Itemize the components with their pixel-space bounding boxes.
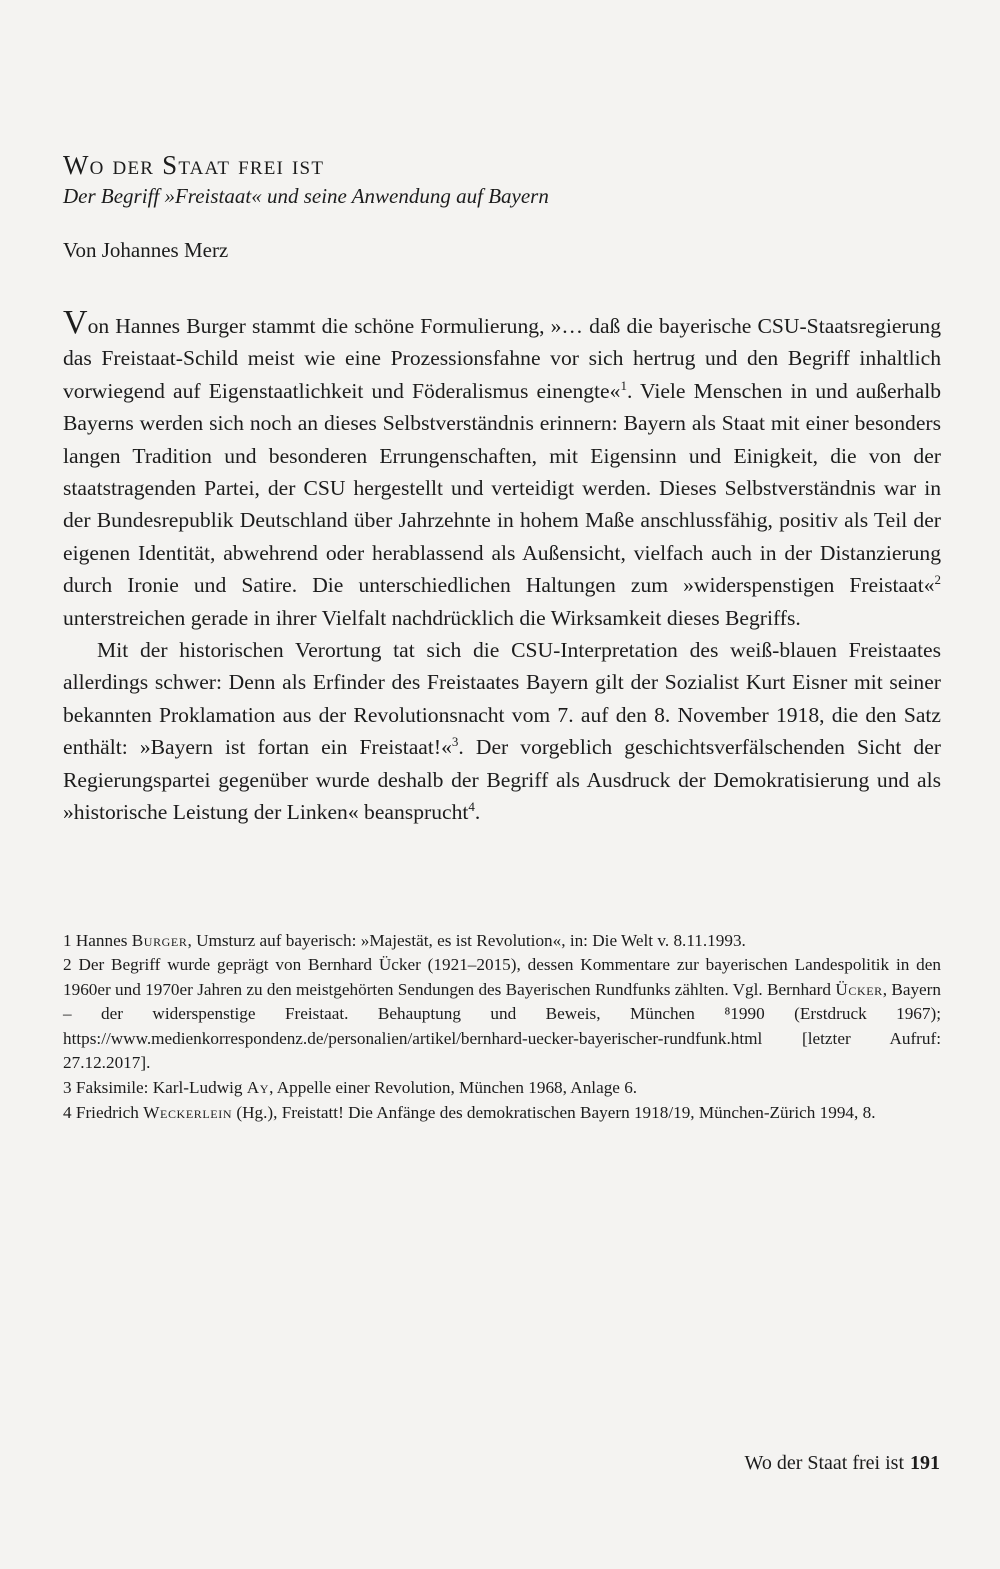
footnote-4 — [63, 1101, 941, 1126]
footnote-2-author: Ücker — [835, 979, 883, 999]
paragraph-2 — [63, 634, 941, 828]
page — [63, 148, 941, 1125]
footnote-1-text: 1 Hannes — [63, 930, 132, 950]
chapter-subtitle: Der Begriff »Freistaat« und seine Anwendung auf Bayern — [63, 184, 549, 208]
footnote-ref-1: 1 — [620, 377, 627, 393]
paragraph-1-text-b: . Viele Menschen in und außerhalb Bayerns werden sich noch an dieses Selbstverständnis erinnern: Bayern als Staat mit einer besonders langen Tradition und besonderen Errungenschaften, mit Eigensinn und Einigkeit, die von der staatstragenden Partei, der CSU hergestellt und verteidigt werden. Dieses Selbstverständnis war in der Bundesrepublik Deutschland über Jahrzehnte in hohem Maße anschlussfähig, positiv als Teil der eigenen Identität, abwehrend oder herablassend als Außensicht, vielfach auch in der Distanzierung durch Ironie und Satire. Die unterschiedlichen Haltungen zum »widerspenstigen Freistaat« — [63, 378, 941, 598]
footnote-4-text: 4 Friedrich — [63, 1102, 144, 1122]
paragraph-2-text-c: . — [474, 800, 481, 825]
paragraph-1-text-c: unterstreichen gerade in ihrer Vielfalt nachdrücklich die Wirksamkeit dieses Begriffs. — [63, 605, 801, 630]
footnote-2-text: 2 Der Begriff wurde geprägt von Bernhard Ücker (1921–2015), dessen Kommentare zur bayerischen Landespolitik in den 1960er und 1970er Jahren zu den meistgehörten Sendungen des Bayerischen Rundfunks zählten. Vgl. Bernhard — [63, 955, 941, 999]
chapter-title: Wo der Staat frei ist — [63, 150, 325, 180]
paragraph-2-text-b: . Der vorgeblich geschichtsverfälschenden Sicht der Regierungspartei gegenüber wurde deshalb der Begriff als Ausdruck der Demokratisierung und als »historische Leistung der Linken« beansprucht — [63, 735, 941, 825]
running-title: Wo der Staat frei ist — [744, 1452, 904, 1474]
body-text — [63, 304, 941, 829]
running-footer — [745, 1452, 940, 1475]
footnote-4-rest: (Hg.), Freistatt! Die Anfänge des demokratischen Bayern 1918/19, München-Zürich 1994, 8. — [232, 1102, 876, 1122]
paragraph-2-text-a: Mit der historischen Verortung tat sich die CSU-Interpretation des weiß-blauen Freistaates allerdings schwer: Denn als Erfinder des Freistaates Bayern gilt der Sozialist Kurt Eisner mit seiner bekannten Proklamation aus der Revolutionsnacht vom 7. auf den 8. November 1918, die den Satz enthält: »Bayern ist fortan ein Freistaat!« — [63, 638, 941, 760]
footnote-3 — [63, 1076, 941, 1101]
footnote-3-text: 3 Faksimile: Karl-Ludwig — [63, 1078, 247, 1098]
footnote-ref-3: 3 — [451, 734, 459, 750]
author-line: Von Johannes Merz — [63, 238, 229, 262]
footnote-3-rest: , Appelle einer Revolution, München 1968, Anlage 6. — [269, 1078, 638, 1098]
paragraph-1-text-a: on Hannes Burger stammt die schöne Formulierung, »… daß die bayerische CSU-Staatsregierung das Freistaat-Schild meist wie eine Prozessionsfahne vor sich hertrug und den Begriff inhaltlich vorwiegend auf Eigenstaatlichkeit und Föderalismus einengte« — [63, 314, 941, 403]
paragraph-1 — [63, 304, 941, 634]
footnote-2-rest: , Bayern – der widerspenstige Freistaat. Behauptung und Beweis, München ⁸1990 (Erstdruck 1967); https://www.medienkorrespondenz.de/personalien/artikel/bernhard-uecker-bayerischer-rundfunk.html [letzter Aufruf: 27.12.2017]. — [63, 979, 942, 1073]
footnote-1-author: Burger — [131, 930, 188, 950]
footnote-1-rest: , Umsturz auf bayerisch: »Majestät, es ist Revolution«, in: Die Welt v. 8.11.1993. — [187, 930, 746, 950]
footnote-1 — [63, 929, 941, 954]
footnotes — [63, 929, 941, 1126]
footnote-ref-2: 2 — [934, 572, 941, 588]
footnote-ref-4: 4 — [468, 798, 475, 814]
footnote-3-author: Ay — [246, 1078, 270, 1098]
footnote-4-author: Weckerlein — [143, 1102, 233, 1122]
page-number: 191 — [910, 1452, 940, 1474]
dropcap: V — [63, 304, 88, 341]
footnote-2 — [63, 953, 941, 1076]
